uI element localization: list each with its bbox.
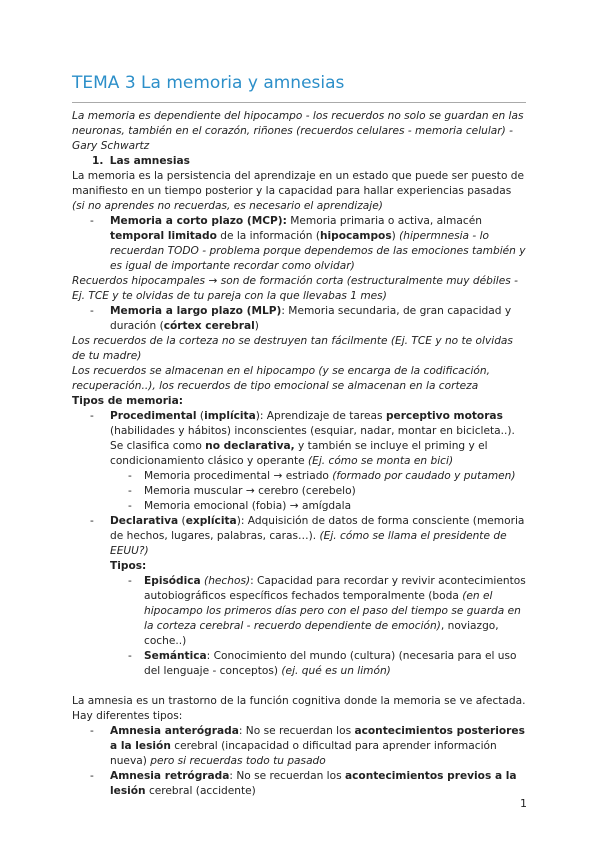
mcp-text-3: ): [391, 230, 400, 242]
tipos-heading: [72, 394, 526, 409]
mlp-bold-2: córtex cerebral: [163, 320, 255, 332]
epis-italic-1: (hechos): [200, 575, 251, 587]
sub-item-semantica: [72, 649, 526, 679]
sub-item-text: Memoria emocional (fobia) → amígdala: [144, 500, 352, 512]
sub-bullet: -: [128, 485, 132, 497]
proc-text-3: (habilidades y hábitos) inconscientes (esquiar, nadar, montar en bicicleta..). Se clasifica como: [110, 425, 515, 452]
spacer: [72, 679, 526, 694]
epis-text-2: , noviazgo, coche..): [144, 620, 499, 647]
note-mlp-2: Los recuerdos se almacenan en el hipocampo (y se encarga de la codificación, recuperación..), los recuerdos de tipo emocional se almacenan en la corteza: [72, 365, 490, 392]
sem-term: Semántica: [144, 650, 207, 662]
mcp-italic: (hipermnesia - lo recuerdan TODO - problema porque dependemos de las emociones también y es igual de importante recordar como olvidar): [110, 230, 526, 272]
note-mlp-1: Los recuerdos de la corteza no se destruyen tan fácilmente (Ej. TCE y no te olvidas de tu madre): [72, 335, 513, 362]
sub-bullet: -: [128, 575, 132, 587]
proc-text-1: (: [196, 410, 205, 422]
note-mcp: Recuerdos hipocampales → son de formación corta (estructuralmente muy débiles - Ej. TCE y te olvidas de tu pareja con la que llevabas 1 mes): [72, 275, 518, 302]
bullet-dash: -: [90, 305, 94, 317]
bullet-dash: -: [90, 515, 94, 527]
ant-text-2: cerebral (incapacidad o dificultad para aprender información nueva): [110, 740, 497, 767]
sub-item-text: Memoria muscular → cerebro (cerebelo): [144, 485, 356, 497]
bullet-dash: -: [90, 725, 94, 737]
sem-italic: (ej. qué es un limón): [281, 665, 391, 677]
sub-item-italic: (formado por caudado y putamen): [332, 470, 516, 482]
sub-item-muscular: [72, 484, 526, 499]
list-item-mlp: [72, 304, 526, 334]
epis-term: Episódica: [144, 575, 201, 587]
epis-italic-2: (en el hipocampo los primeros días pero con el paso del tiempo se guarda en la corteza cerebral - recuerdo dependiente de emoción): [144, 590, 521, 632]
amnesia-types-intro: Hay diferentes tipos:: [72, 710, 183, 722]
list-item-mcp: [72, 214, 526, 274]
proc-bold-3: perceptivo motoras: [385, 410, 503, 422]
proc-italic: (Ej. cómo se monta en bici): [308, 455, 454, 467]
list-item-procedimental: [72, 409, 526, 469]
tipos-heading-text: Tipos de memoria:: [72, 395, 183, 407]
sem-text-1: : Conocimiento del mundo (cultura) (necesaria para el uso del lenguaje - conceptos): [144, 650, 517, 677]
proc-text-4: y también se incluye el priming y el condicionamiento clásico y operante: [110, 440, 488, 467]
proc-term: Procedimental: [110, 410, 197, 422]
mcp-bold-3: hipocampos: [319, 230, 392, 242]
bullet-dash: -: [90, 215, 94, 227]
definition-italic: (si no aprendes no recuerdas, es necesario el aprendizaje): [72, 200, 383, 212]
decl-bold-2: explícita: [185, 515, 237, 527]
sub-item-procedimental: [72, 469, 526, 484]
definition-text: La memoria es la persistencia del aprendizaje en un estado que puede ser puesto de manifiesto en un tiempo posterior y la capacidad para hallar experiencias pasadas: [72, 170, 525, 197]
list-item-retrograda: [72, 769, 526, 799]
mcp-text-2: de la información (: [216, 230, 320, 242]
page-title: TEMA 3 La memoria y amnesias: [72, 73, 345, 93]
mlp-text-2: ): [254, 320, 259, 332]
ant-italic: pero si recuerdas todo tu pasado: [150, 755, 326, 767]
ant-term: Amnesia anterógrada: [110, 725, 239, 737]
ret-term: Amnesia retrógrada: [110, 770, 230, 782]
sub-item-episodica: [72, 574, 526, 649]
decl-text-1: (: [178, 515, 186, 527]
decl-italic: (Ej. cómo se llama el presidente de EEUU?): [110, 530, 507, 557]
bullet-dash: -: [90, 410, 94, 422]
document-page: [72, 72, 526, 799]
intro-paragraph: La memoria es dependiente del hipocampo - los recuerdos no solo se guardan en las neuronas, también en el corazón, riñones (recuerdos celulares - memoria celular) - Gary Schwartz: [72, 110, 524, 152]
list-item-anterograda: [72, 724, 526, 769]
proc-text-2: ): Aprendizaje de tareas: [255, 410, 386, 422]
decl-term: Declarativa: [110, 515, 179, 527]
section-label: Las amnesias: [109, 155, 190, 167]
mcp-text-1: Memoria primaria o activa, almacén: [286, 215, 482, 227]
ret-bold-2: acontecimientos previos a la lesión: [110, 770, 517, 797]
title-divider: [72, 102, 526, 103]
sub-bullet: -: [128, 650, 132, 662]
decl-text-2: ): Adquisición de datos de forma consciente (memoria de hechos, lugares, palabras, caras…).: [110, 515, 525, 542]
ret-text-1: : No se recuerdan los: [229, 770, 345, 782]
sub-bullet: -: [128, 470, 132, 482]
ant-text-1: : No se recuerdan los: [238, 725, 355, 737]
ret-text-2: cerebral (accidente): [145, 785, 256, 797]
memory-definition: [72, 169, 526, 214]
sub-item-text: Memoria procedimental → estriado: [144, 470, 333, 482]
proc-bold-4: no declarativa,: [205, 440, 295, 452]
section-number: 1.: [92, 155, 104, 167]
ant-bold-2: acontecimientos posteriores a la lesión: [110, 725, 525, 752]
amnesia-definition: La amnesia es un trastorno de la función cognitiva donde la memoria se ve afectada.: [72, 695, 526, 707]
mlp-term: Memoria a largo plazo (MLP): [110, 305, 282, 317]
proc-bold-2: implícita: [204, 410, 256, 422]
page-number: 1: [520, 797, 527, 810]
bullet-dash: -: [90, 770, 94, 782]
epis-text-1: : Capacidad para recordar y revivir acontecimientos autobiográficos específicos fechados temporalmente (boda: [144, 575, 526, 602]
sub-item-emocional: [72, 499, 526, 514]
sub-bullet: -: [128, 500, 132, 512]
mlp-text-1: : Memoria secundaria, de gran capacidad y duración (: [110, 305, 512, 332]
list-item-declarativa: [72, 514, 526, 559]
mcp-bold-2: temporal limitado: [110, 230, 217, 242]
mcp-term: Memoria a corto plazo (MCP):: [110, 215, 287, 227]
section-heading-amnesias: [72, 154, 526, 169]
tipos-label: Tipos:: [110, 560, 147, 572]
